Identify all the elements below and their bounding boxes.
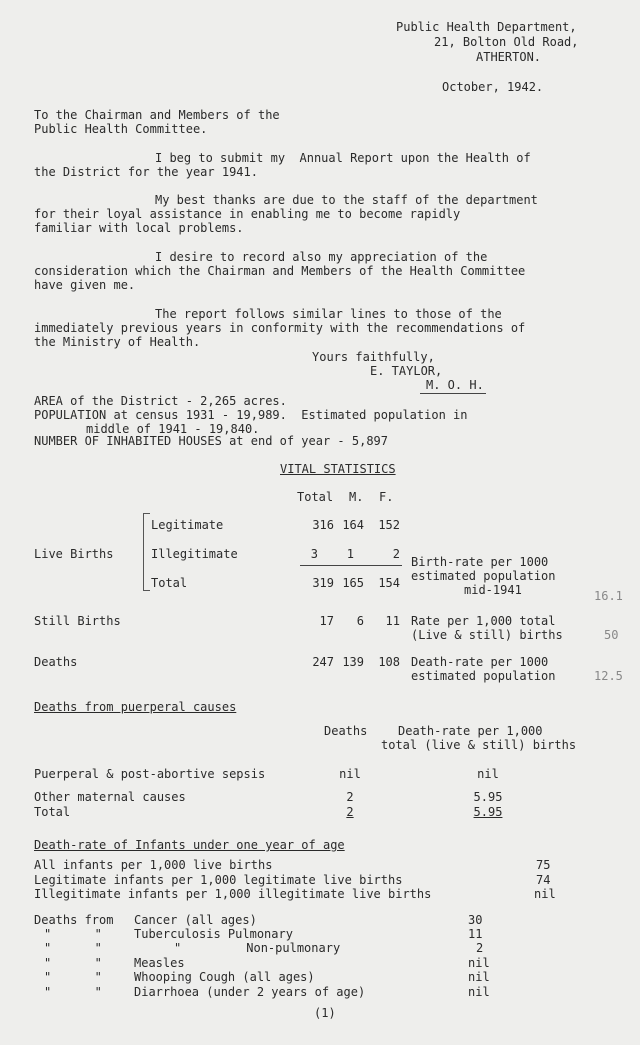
puerperal-col-rate-line-1: Death-rate per 1,000 (398, 724, 543, 738)
cause-row-6-value: nil (468, 985, 490, 999)
legitimate-label: Legitimate (151, 518, 224, 532)
puerperal-row-1-rate: nil (477, 767, 499, 781)
signatory-title: M. O. H. (426, 378, 484, 392)
cause-row-2-label: Tuberculosis Pulmonary (134, 927, 293, 941)
cause-row-3-value: 2 (476, 941, 484, 955)
houses-fact: NUMBER OF INHABITED HOUSES at end of year - 5,897 (34, 434, 389, 448)
death-rate-value: 12.5 (594, 669, 623, 683)
cause-row-3-label: " Non-pulmonary (174, 941, 341, 955)
birth-rate-line-1: Birth-rate per 1000 (411, 555, 549, 569)
cause-row-5-prefix: " " (44, 970, 102, 984)
cause-row-1-prefix: Deaths from (34, 913, 114, 927)
birth-rate-value: 16.1 (594, 589, 623, 603)
cause-row-4-label: Measles (134, 956, 185, 970)
birth-rate-line-2: estimated population (411, 569, 556, 583)
puerperal-heading: Deaths from puerperal causes (34, 700, 237, 714)
puerperal-row-1-label: Puerperal & post-abortive sepsis (34, 767, 266, 781)
paragraph-2-line-2: for their loyal assistance in enabling me to become rapidly (34, 207, 461, 221)
cause-row-6-label: Diarrhoea (under 2 years of age) (134, 985, 366, 999)
area-fact: AREA of the District - 2,265 acres. (34, 394, 287, 408)
puerperal-col-deaths: Deaths (324, 724, 368, 738)
population-fact-line-2: middle of 1941 - 19,840. (86, 422, 260, 436)
puerperal-row-1-deaths: nil (339, 767, 361, 781)
address-line-2: 21, Bolton Old Road, (434, 35, 579, 49)
paragraph-4-line-1: The report follows similar lines to those of the (155, 307, 502, 321)
infants-row-1-value: 75 (536, 858, 551, 872)
paragraph-4-line-3: the Ministry of Health. (34, 335, 201, 349)
puerperal-row-2-rate: 5.95 (473, 790, 503, 804)
death-rate-line-2: estimated population (411, 669, 556, 683)
cause-row-1-value: 30 (468, 913, 483, 927)
infants-row-2-value: 74 (536, 873, 551, 887)
col-m-header: M. (349, 490, 364, 504)
total-births-f: 154 (378, 576, 400, 590)
col-total-header: Total (297, 490, 334, 504)
still-rate-value: 50 (604, 628, 619, 642)
still-births-f: 11 (385, 614, 400, 628)
total-births-total: 319 (312, 576, 334, 590)
cause-row-2-value: 11 (468, 927, 483, 941)
still-births-label: Still Births (34, 614, 121, 628)
infants-row-3-value: nil (534, 887, 556, 901)
still-births-m: 6 (356, 614, 364, 628)
birth-rate-line-3: mid-1941 (464, 583, 522, 597)
still-births-total: 17 (319, 614, 334, 628)
puerperal-total-rate: 5.95 (473, 805, 503, 819)
total-births-label: Total (151, 576, 188, 590)
cause-row-5-label: Whooping Cough (all ages) (134, 970, 315, 984)
cause-row-4-value: nil (468, 956, 490, 970)
puerperal-row-2-deaths: 2 (346, 790, 354, 804)
still-rate-line-2: (Live & still) births (411, 628, 563, 642)
infants-heading: Death-rate of Infants under one year of age (34, 838, 345, 852)
deaths-f: 108 (378, 655, 400, 669)
population-fact-line-1: POPULATION at census 1931 - 19,989. Estimated population in (34, 408, 468, 422)
illegitimate-m: 1 (346, 547, 354, 561)
deaths-total: 247 (312, 655, 334, 669)
deaths-label: Deaths (34, 655, 78, 669)
legitimate-f: 152 (378, 518, 400, 532)
paragraph-3-line-1: I desire to record also my appreciation of the (155, 250, 488, 264)
paragraph-2-line-3: familiar with local problems. (34, 221, 244, 235)
cause-row-6-prefix: " " (44, 985, 102, 999)
puerperal-total-label: Total (34, 805, 71, 819)
infants-row-1-label: All infants per 1,000 live births (34, 858, 273, 872)
vital-statistics-heading: VITAL STATISTICS (280, 462, 396, 476)
cause-row-5-value: nil (468, 970, 490, 984)
infants-row-3-label: Illegitimate infants per 1,000 illegitimate live births (34, 887, 432, 901)
cause-row-4-prefix: " " (44, 956, 102, 970)
illegitimate-label: Illegitimate (151, 547, 238, 561)
total-births-m: 165 (342, 576, 364, 590)
title-underline (420, 393, 486, 394)
illegitimate-total: 3 (310, 547, 318, 561)
paragraph-3-line-3: have given me. (34, 278, 136, 292)
address-line-3: ATHERTON. (476, 50, 542, 64)
live-births-bracket (143, 513, 150, 591)
deaths-m: 139 (342, 655, 364, 669)
totals-rule (300, 565, 402, 566)
col-f-header: F. (379, 490, 394, 504)
page-number: (1) (314, 1006, 336, 1020)
letter-date: October, 1942. (442, 80, 544, 94)
closing: Yours faithfully, (312, 350, 435, 364)
puerperal-row-2-label: Other maternal causes (34, 790, 186, 804)
puerperal-total-deaths: 2 (346, 805, 354, 819)
puerperal-col-rate-line-2: total (live & still) births (381, 738, 577, 752)
cause-row-1-label: Cancer (all ages) (134, 913, 257, 927)
cause-row-3-prefix: " " (44, 941, 102, 955)
live-births-label: Live Births (34, 547, 114, 561)
cause-row-2-prefix: " " (44, 927, 102, 941)
paragraph-4-line-2: immediately previous years in conformity with the recommendations of (34, 321, 526, 335)
paragraph-1-line-2: the District for the year 1941. (34, 165, 258, 179)
paragraph-2-line-1: My best thanks are due to the staff of the department (155, 193, 538, 207)
still-rate-line-1: Rate per 1,000 total (411, 614, 556, 628)
illegitimate-f: 2 (392, 547, 400, 561)
infants-row-2-label: Legitimate infants per 1,000 legitimate live births (34, 873, 403, 887)
paragraph-1-line-1: I beg to submit my Annual Report upon the Health of (155, 151, 531, 165)
address-line-1: Public Health Department, (396, 20, 577, 34)
legitimate-total: 316 (312, 518, 334, 532)
death-rate-line-1: Death-rate per 1000 (411, 655, 549, 669)
paragraph-3-line-2: consideration which the Chairman and Members of the Health Committee (34, 264, 526, 278)
addressee-line-1: To the Chairman and Members of the (34, 108, 280, 122)
signatory-name: E. TAYLOR, (370, 364, 443, 378)
addressee-line-2: Public Health Committee. (34, 122, 208, 136)
legitimate-m: 164 (342, 518, 364, 532)
